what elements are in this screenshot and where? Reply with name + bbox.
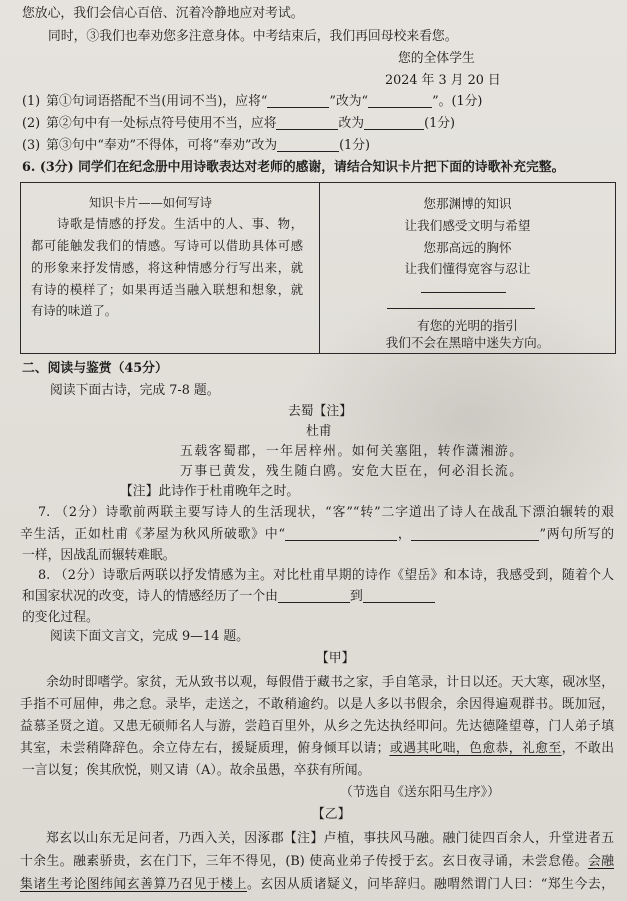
question-7-line: 7. （2分）诗歌前两联主要写诗人的生活现状，“客”“转”二字道出了诗人在战乱下漂泊辗转的艰 bbox=[38, 505, 614, 520]
passage-a-line: 余幼时即嗜学。家贫，无从致书以观，每假借于藏书之家，手自笔录，计日以还。天大寒，砚冰坚， bbox=[46, 675, 614, 690]
classical-instructions: 阅读下面文言文，完成 9—14 题。 bbox=[50, 629, 249, 644]
knowledge-card-title: 知识卡片——如何写诗 bbox=[89, 196, 212, 210]
question-text: ”两句所写的 bbox=[539, 527, 614, 542]
poem-answer-blank bbox=[421, 292, 506, 293]
question-5-part-2 bbox=[22, 114, 455, 134]
part-text: 第②句中有一处标点符号使用不当，应将 bbox=[46, 116, 277, 131]
answer-blank bbox=[363, 589, 435, 603]
answer-blank bbox=[267, 94, 329, 108]
passage-a-line: 手指不可屈伸，弗之怠。录毕，走送之，不敢稍逾约。以是人多以书假余，余因得遍观群书。既加冠， bbox=[20, 697, 614, 712]
passage-a-source: （节选自《送东阳马生序》） bbox=[340, 785, 500, 800]
part-number: (2) bbox=[22, 116, 41, 131]
poem-to-complete bbox=[320, 183, 615, 353]
question-6-stem: 6. (3分) 同学们在纪念册中用诗歌表达对老师的感谢，请结合知识卡片把下面的诗歌补充完整。 bbox=[22, 160, 565, 175]
knowledge-card-line: 诗歌是情感的抒发。生活中的人、事、物， bbox=[57, 217, 303, 231]
letter-line-1: 您放心，我们会信心百倍、沉着冷静地应对考试。 bbox=[22, 6, 304, 21]
question-8-line: 的变化过程。 bbox=[22, 610, 99, 625]
question-text: 到 bbox=[349, 589, 363, 604]
question-6-table bbox=[20, 182, 616, 354]
question-text: 和国家状况的改变，诗人的情感经历了一个由 bbox=[22, 589, 278, 604]
passage-text: ，不敢出 bbox=[561, 741, 614, 756]
part-text: ”改为“ bbox=[329, 94, 369, 109]
answer-blank bbox=[278, 589, 350, 603]
answer-blank bbox=[276, 116, 338, 130]
question-7-line: 一样，因战乱而辗转难眠。 bbox=[22, 548, 176, 563]
poem-line: 让我们感受文明与希望 bbox=[404, 218, 531, 233]
knowledge-card-line: 都可能触发我们的情感。写诗可以借助具体可感 bbox=[31, 239, 303, 253]
part-text: (1分) bbox=[339, 138, 370, 153]
answer-blank bbox=[411, 527, 539, 541]
passage-b-label: 【乙】 bbox=[312, 807, 351, 822]
passage-b-line bbox=[20, 875, 614, 895]
part-number: (3) bbox=[22, 138, 41, 153]
passage-a-line: 一言以复；俟其欣悦，则又请（A）。故余虽愚，卒获有所闻。 bbox=[22, 763, 371, 778]
part-text: ”。(1分) bbox=[432, 94, 483, 109]
question-5-part-3 bbox=[22, 136, 370, 156]
letter-signature: 您的全体学生 bbox=[398, 51, 475, 66]
poem-answer-blank bbox=[387, 308, 535, 309]
poem-line: 让我们懂得宽容与忍让 bbox=[404, 261, 531, 276]
underlined-sentence: 或遇其叱咄，色愈恭，礼愈至 bbox=[389, 741, 562, 756]
part-number: (1) bbox=[22, 94, 41, 109]
poem-instructions: 阅读下面古诗，完成 7-8 题。 bbox=[50, 383, 220, 398]
answer-blank bbox=[364, 116, 424, 130]
poem-note: 【注】此诗作于杜甫晚年之时。 bbox=[120, 484, 300, 499]
passage-b-line bbox=[20, 852, 614, 872]
question-text: 辛生活，正如杜甫《茅屋为秋风所破歌》中“ bbox=[20, 527, 286, 542]
question-8-line: 8. （2分）诗歌后两联以抒发情感为主。对比杜甫早期的诗作《望岳》和本诗，我感受到，随着个人 bbox=[38, 568, 614, 583]
passage-a-label: 【甲】 bbox=[316, 651, 355, 666]
passage-text: 其室，未尝稍降辞色。余立侍左右，援疑质理，俯身倾耳以请； bbox=[20, 741, 390, 756]
answer-blank bbox=[368, 94, 432, 108]
question-8-line bbox=[22, 587, 435, 607]
underlined-sentence: 会融 bbox=[587, 854, 614, 869]
question-text: ， bbox=[397, 527, 412, 542]
knowledge-card-line: 的形象来抒发情感，将这种情感分行写出来，就 bbox=[31, 261, 303, 275]
underlined-sentence: 集诸生考论图纬闻玄善算乃召见于楼上 bbox=[20, 877, 247, 892]
passage-b-line: 郑玄以山东无足问者，乃西入关，因涿郡【注】卢植，事扶风马融。融门徒四百余人，升堂进者五 bbox=[46, 831, 614, 846]
poem-title: 去蜀【注】 bbox=[288, 404, 352, 419]
answer-blank bbox=[285, 527, 397, 541]
part-text: 第③句中“奉劝”不得体，可将“奉劝”改为 bbox=[46, 138, 278, 153]
part-text: (1分) bbox=[424, 116, 456, 131]
poem-verse: 五载客蜀郡，一年居梓州。如何关塞阻，转作潇湘游。 bbox=[180, 444, 522, 459]
poem-line: 我们不会在黑暗中迷失方向。 bbox=[385, 335, 550, 350]
passage-text: 十余生。融素骄贵，玄在门下，三年不得见，(B) 使高业弟子传授于玄。玄日夜寻诵，未尝怠倦。 bbox=[20, 854, 588, 869]
letter-date: 2024 年 3 月 20 日 bbox=[385, 73, 501, 88]
knowledge-card-line: 有诗的模样了；如果再适当融入联想和想象，就 bbox=[31, 283, 303, 297]
letter-line-2: 同时，③我们也奉劝您多注意身体。中考结束后，我们再回母校来看您。 bbox=[48, 29, 458, 44]
poem-line: 您那高远的胸怀 bbox=[423, 240, 512, 255]
question-5-part-1 bbox=[22, 92, 482, 112]
poem-author: 杜甫 bbox=[306, 424, 332, 439]
section-heading: 二、阅读与鉴赏（45分） bbox=[22, 361, 168, 376]
question-7-line bbox=[20, 525, 614, 545]
passage-a-line bbox=[20, 739, 614, 759]
knowledge-card bbox=[21, 183, 319, 353]
answer-blank bbox=[277, 138, 339, 152]
poem-verse: 万事已黄发，残生随白鸥。安危大臣在，何必泪长流。 bbox=[180, 464, 522, 479]
part-text: 第①句词语搭配不当(用词不当)，应将“ bbox=[46, 94, 268, 109]
poem-line: 您那渊博的知识 bbox=[423, 196, 512, 211]
knowledge-card-line: 有诗的味道了。 bbox=[31, 304, 118, 318]
passage-text: 。玄因从质诸疑义，问毕辞归。融喟然谓门人曰：“郑生今去， bbox=[246, 877, 614, 892]
part-text: 改为 bbox=[338, 116, 365, 131]
poem-line: 有您的光明的指引 bbox=[417, 318, 518, 333]
passage-a-line: 益慕圣贤之道。又患无硕师名人与游，尝趋百里外，从乡之先达执经叩问。先达德隆望尊，门人弟子填 bbox=[20, 719, 614, 734]
